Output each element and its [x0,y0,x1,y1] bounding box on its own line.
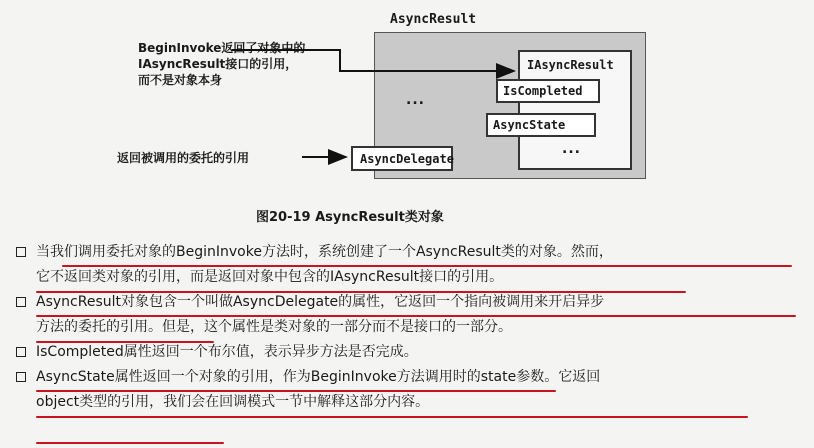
bullet-1-text-2: 它不返回类对象的引用，而是返回对象中包含的IAsyncResult接口的引用。 [36,269,504,285]
bullet-1-line-1 [14,240,804,265]
underline-4a [36,416,748,418]
bullet-3-line-1 [14,340,804,365]
iasyncresult-title: IAsyncResult [527,58,614,72]
bullet-4-text-2: object类型的引用，我们会在回调模式一节中解释这部分内容。 [36,394,430,410]
bullet-2-text-1: AsyncResult对象包含一个叫做AsyncDelegate的属性，它返回一个指向被调用来开启异步 [36,294,605,310]
bullet-2-line-1 [14,290,804,315]
figure-caption: 图20-19 AsyncResult类对象 [256,210,444,225]
underline-1b [36,291,686,293]
bullet-3-text-1: IsCompleted属性返回一个布尔值，表示异步方法是否完成。 [36,344,418,360]
checkbox-icon [16,297,26,307]
bullet-1-text-1: 当我们调用委托对象的BeginInvoke方法时，系统创建了一个AsyncResult类的对象。然而， [36,244,613,260]
bullet-4-line-1 [14,365,804,390]
annotation-bottom: 返回被调用的委托的引用 [117,151,250,165]
asyncdelegate-box: AsyncDelegate [351,146,453,171]
bullet-2-text-2: 方法的委托的引用。但是，这个属性是类对象的一部分而不是接口的一部分。 [36,319,512,335]
checkbox-icon [16,372,26,382]
bullet-1-line-2 [14,265,804,290]
asyncstate-box: AsyncState [486,113,596,137]
checkbox-icon [16,347,26,357]
arrow-to-interface [232,50,514,71]
ellipsis-left: ... [406,92,425,108]
bullet-4-line-2 [14,390,804,415]
bullet-2-line-2 [14,315,804,340]
checkbox-icon [16,247,26,257]
underline-2b [36,341,214,343]
underline-3 [36,390,556,392]
diagram-arrows [0,0,814,200]
bullet-4-text-1: AsyncState属性返回一个对象的引用，作为BeginInvoke方法调用时的state参数。它返回 [36,369,601,385]
underline-1a [62,265,792,267]
underline-2a [36,315,796,317]
underline-4b [36,442,224,444]
annotation-top-line-3: 而不是对象本身 [138,73,223,87]
asyncresult-title: AsyncResult [390,12,477,27]
annotation-top-line-2: IAsyncResult接口的引用， [138,57,298,71]
annotation-top-line-1: BeginInvoke返回了对象中的 [138,41,306,55]
ellipsis-right: ... [562,141,581,157]
iscompleted-box: IsCompleted [496,79,600,103]
